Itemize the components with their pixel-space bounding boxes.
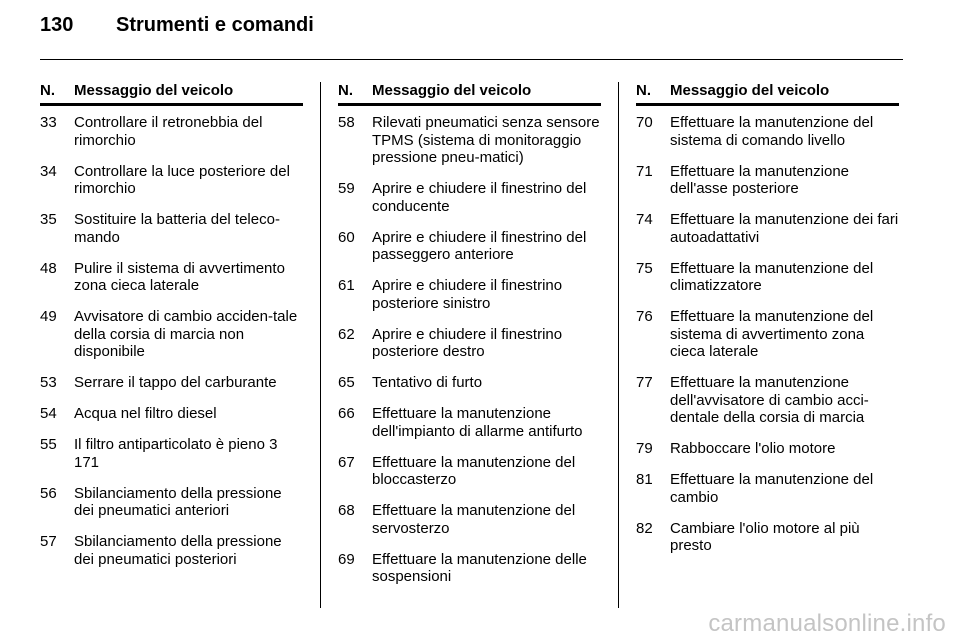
page-number: 130 — [40, 14, 74, 36]
table-row — [636, 308, 899, 361]
table-row — [636, 114, 899, 149]
table-row — [636, 471, 899, 506]
message-number: 82 — [636, 519, 653, 537]
table-row — [636, 163, 899, 198]
table-row — [338, 229, 601, 264]
table-row — [40, 163, 303, 198]
message-text: Acqua nel filtro diesel — [74, 405, 217, 422]
page-header — [40, 14, 314, 37]
message-text: Rilevati pneumatici senza sensore TPMS (sistema di monitoraggio pressione pneu-matici) — [372, 114, 600, 166]
header-message-label: Messaggio del veicolo — [372, 82, 532, 99]
message-number: 35 — [40, 211, 57, 228]
table-row — [636, 211, 899, 246]
table-row — [40, 211, 303, 246]
message-number: 48 — [40, 259, 57, 277]
message-text: Tentativo di furto — [372, 374, 483, 391]
message-text: Cambiare l'olio motore al più presto — [670, 519, 860, 554]
message-number: 60 — [338, 228, 355, 246]
header-number-label: N. — [40, 82, 55, 99]
table-row — [40, 114, 303, 149]
table-row — [338, 454, 601, 489]
message-number: 34 — [40, 162, 57, 180]
header-message-label: Messaggio del veicolo — [74, 82, 234, 99]
table-header — [40, 82, 303, 106]
message-number: 53 — [40, 374, 57, 391]
message-table-column-2 — [338, 82, 601, 599]
message-number: 69 — [338, 550, 355, 568]
message-number: 65 — [338, 374, 355, 391]
message-text: Il filtro antiparticolato è pieno 3 171 — [74, 436, 278, 471]
table-header — [636, 82, 899, 106]
message-text: Pulire il sistema di avvertimento zona cieca laterale — [74, 259, 285, 294]
message-text: Effettuare la manutenzione del sistema di comando livello — [670, 114, 874, 149]
message-number: 76 — [636, 308, 653, 325]
message-text: Aprire e chiudere il finestrino posteriore sinistro — [372, 277, 563, 312]
message-text: Serrare il tappo del carburante — [74, 374, 277, 391]
message-number: 75 — [636, 259, 653, 277]
message-text: Effettuare la manutenzione del bloccasterzo — [372, 453, 576, 488]
table-row — [636, 440, 899, 458]
table-row — [338, 326, 601, 361]
message-text: Effettuare la manutenzione del sistema di avvertimento zona cieca laterale — [670, 308, 874, 360]
message-text: Effettuare la manutenzione dell'asse posteriore — [670, 162, 850, 197]
message-number: 59 — [338, 180, 355, 197]
table-row — [338, 502, 601, 537]
message-number: 67 — [338, 453, 355, 471]
table-row — [40, 533, 303, 568]
message-number: 68 — [338, 502, 355, 519]
table-header — [338, 82, 601, 106]
message-number: 56 — [40, 484, 57, 502]
table-rows — [40, 106, 303, 568]
message-text: Avvisatore di cambio acciden-tale della corsia di marcia non disponibile — [74, 308, 298, 360]
message-text: Aprire e chiudere il finestrino posteriore destro — [372, 325, 563, 360]
message-number: 77 — [636, 374, 653, 391]
column-divider — [320, 82, 321, 608]
watermark: carmanualsonline.info — [708, 610, 946, 637]
table-row — [338, 180, 601, 215]
table-row — [40, 405, 303, 423]
table-row — [636, 374, 899, 427]
message-number: 57 — [40, 533, 57, 550]
message-number: 79 — [636, 440, 653, 457]
message-number: 62 — [338, 325, 355, 343]
table-row — [338, 277, 601, 312]
table-row — [40, 374, 303, 392]
message-text: Controllare la luce posteriore del rimorchio — [74, 162, 290, 197]
table-row — [636, 260, 899, 295]
message-text: Effettuare la manutenzione delle sospensioni — [372, 550, 587, 585]
message-number: 33 — [40, 114, 57, 131]
message-number: 54 — [40, 405, 57, 422]
message-number: 70 — [636, 114, 653, 131]
table-rows — [636, 106, 899, 555]
message-text: Sbilanciamento della pressione dei pneumatici posteriori — [74, 533, 282, 568]
message-table-column-3 — [636, 82, 899, 568]
table-row — [338, 405, 601, 440]
table-row — [40, 260, 303, 295]
header-message-label: Messaggio del veicolo — [670, 82, 830, 99]
table-row — [40, 308, 303, 361]
message-text: Effettuare la manutenzione del climatizzatore — [670, 259, 874, 294]
message-number: 66 — [338, 405, 355, 422]
message-text: Controllare il retronebbia del rimorchio — [74, 114, 263, 149]
message-number: 74 — [636, 211, 653, 228]
table-row — [338, 374, 601, 392]
message-number: 55 — [40, 436, 57, 453]
message-text: Rabboccare l'olio motore — [670, 440, 836, 457]
table-row — [338, 551, 601, 586]
page-title: Strumenti e comandi — [116, 14, 314, 36]
column-divider — [618, 82, 619, 608]
table-row — [40, 485, 303, 520]
header-rule — [40, 59, 903, 60]
message-table-column-1 — [40, 82, 303, 582]
message-number: 58 — [338, 114, 355, 131]
message-text: Effettuare la manutenzione del cambio — [670, 471, 874, 506]
message-text: Effettuare la manutenzione dell'impianto di allarme antifurto — [372, 405, 583, 440]
message-text: Effettuare la manutenzione del servosterzo — [372, 502, 576, 537]
table-row — [636, 520, 899, 555]
table-row — [338, 114, 601, 167]
message-number: 71 — [636, 162, 653, 180]
table-row — [40, 436, 303, 471]
header-number-label: N. — [636, 82, 651, 99]
message-number: 61 — [338, 277, 355, 294]
message-text: Effettuare la manutenzione dei fari autoadattativi — [670, 211, 899, 246]
message-text: Sbilanciamento della pressione dei pneumatici anteriori — [74, 484, 282, 519]
message-number: 81 — [636, 471, 653, 488]
header-number-label: N. — [338, 82, 353, 99]
message-number: 49 — [40, 308, 57, 325]
message-text: Effettuare la manutenzione dell'avvisatore di cambio acci-dentale della corsia di marcia — [670, 374, 869, 426]
message-text: Sostituire la batteria del teleco-mando — [74, 211, 280, 246]
message-text: Aprire e chiudere il finestrino del conducente — [372, 180, 587, 215]
message-text: Aprire e chiudere il finestrino del passeggero anteriore — [372, 228, 587, 263]
table-rows — [338, 106, 601, 586]
